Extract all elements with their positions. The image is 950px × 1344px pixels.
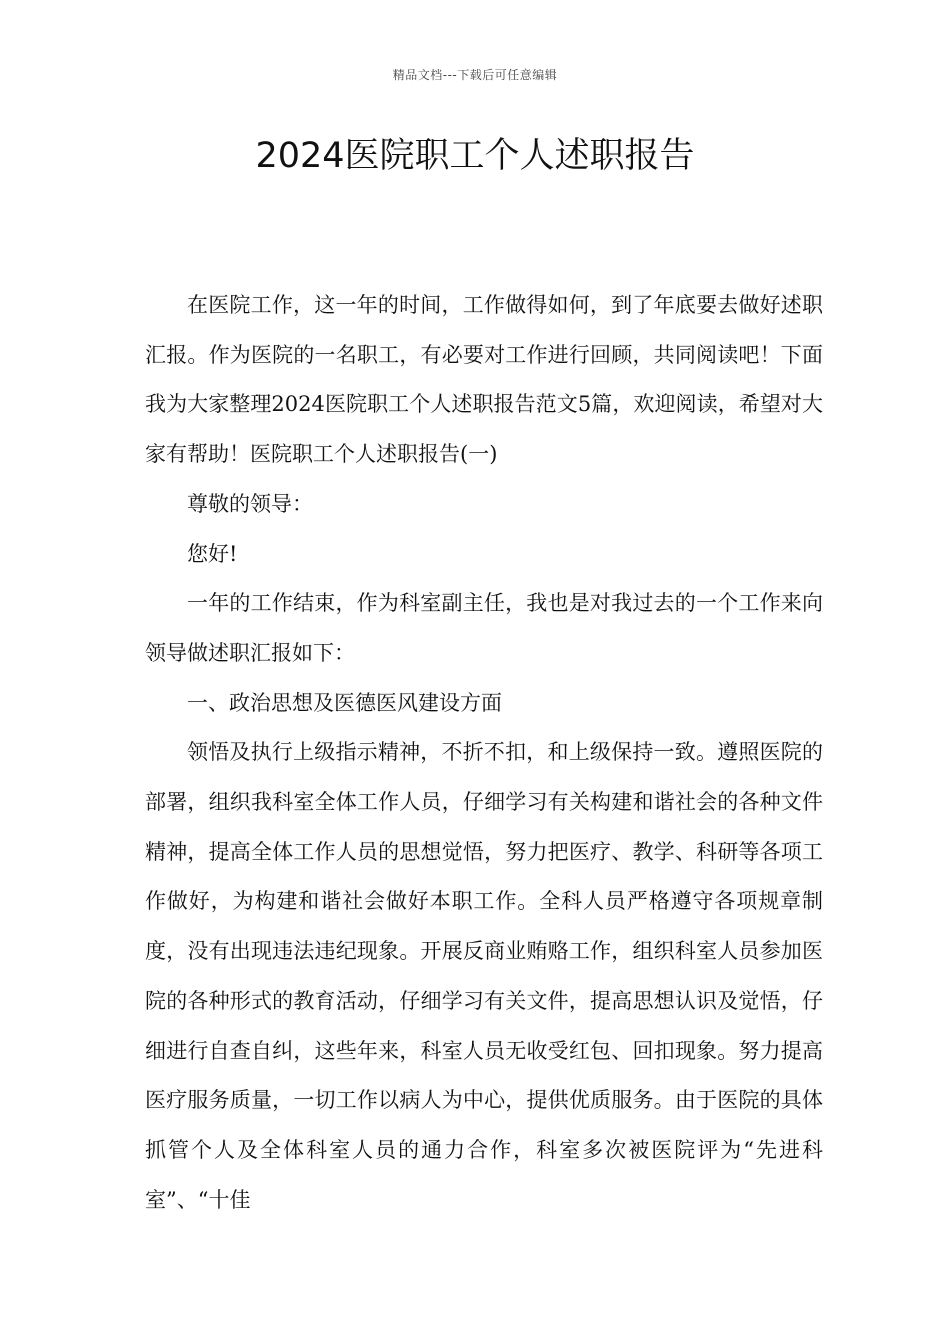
document-body	[145, 281, 823, 1225]
opening-paragraph: 一年的工作结束，作为科室副主任，我也是对我过去的一个工作来向领导做述职汇报如下：	[145, 591, 823, 665]
header-note: 精品文档---下载后可任意编辑	[392, 68, 558, 82]
salutation: 尊敬的领导：	[187, 491, 313, 516]
intro-paragraph: 在医院工作，这一年的时间，工作做得如何，到了年底要去做好述职汇报。作为医院的一名职工，有必要对工作进行回顾，共同阅读吧！下面我为大家整理2024医院职工个人述职报告范文5篇，欢迎阅读，希望对大家有帮助！医院职工个人述职报告(一)	[145, 293, 823, 467]
greeting: 您好!	[187, 541, 238, 566]
section-paragraph: 领悟及执行上级指示精神，不折不扣，和上级保持一致。遵照医院的部署，组织我科室全体工作人员，仔细学习有关构建和谐社会的各种文件精神，提高全体工作人员的思想觉悟，努力把医疗、教学、科研等各项工作做好，为构建和谐社会做好本职工作。全科人员严格遵守各项规章制度，没有出现违法违纪现象。开展反商业贿赂工作，组织科室人员参加医院的各种形式的教育活动，仔细学习有关文件，提高思想认识及觉悟，仔细进行自查自纠，这些年来，科室人员无收受红包、回扣现象。努力提高医疗服务质量，一切工作以病人为中心，提供优质服务。由于医院的具体抓管个人及全体科室人员的通力合作，科室多次被医院评为“先进科室”、“十佳	[145, 740, 823, 1212]
section-heading: 一、政治思想及医德医风建设方面	[187, 690, 502, 715]
document-title: 2024医院职工个人述职报告	[255, 136, 695, 176]
